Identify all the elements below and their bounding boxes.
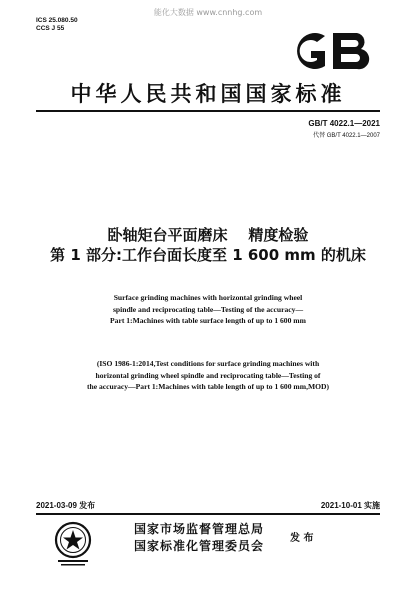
header-divider xyxy=(36,110,380,112)
iso-reference-line: horizontal grinding wheel spindle and reciprocating table—Testing of xyxy=(95,370,321,380)
publisher-samr: 国家市场监督管理总局 xyxy=(134,522,265,536)
english-title-line: Part 1:Machines with table surface length of up to 1 600 mm xyxy=(110,316,306,325)
iso-reference-line: the accuracy—Part 1:Machines with table length of up to 1 600 mm,MOD) xyxy=(86,382,330,391)
issue-label: 发 布 xyxy=(290,533,314,544)
english-title-line: spindle and reciprocating table—Testing of the accuracy— xyxy=(112,304,304,314)
publisher-seal-icon xyxy=(52,520,94,568)
standard-number: GB/T 4022.1—2021 xyxy=(308,119,380,128)
replaces-standard: 代替 GB/T 4022.1—2007 xyxy=(313,133,380,139)
standard-number-block xyxy=(308,118,380,142)
publish-date: 2021-03-09 发布 xyxy=(36,501,96,510)
english-title xyxy=(60,292,356,327)
watermark-text: 能化大数据 www.cnnhg.com xyxy=(153,8,263,17)
iso-reference xyxy=(52,358,364,393)
ics-code: ICS 25.080.50 xyxy=(36,17,78,24)
ccs-code: CCS J 55 xyxy=(36,25,65,32)
gb-logo-icon xyxy=(285,28,377,74)
iso-reference-line: (ISO 1986-1:2014,Test conditions for surface grinding machines with xyxy=(96,359,320,368)
classification-codes xyxy=(36,17,78,33)
publisher-sac: 国家标准化管理委员会 xyxy=(134,539,265,553)
english-title-line: Surface grinding machines with horizontal grinding wheel xyxy=(113,293,303,302)
chinese-title-line1: 卧轴矩台平面磨床 精度检验 xyxy=(107,226,309,244)
implement-date: 2021-10-01 实施 xyxy=(320,501,380,510)
chinese-title-line2: 第 1 部分:工作台面长度至 1 600 mm 的机床 xyxy=(50,246,366,264)
footer-divider xyxy=(36,513,380,515)
national-standard-title: 中华人民共和国国家标准 xyxy=(70,82,346,106)
